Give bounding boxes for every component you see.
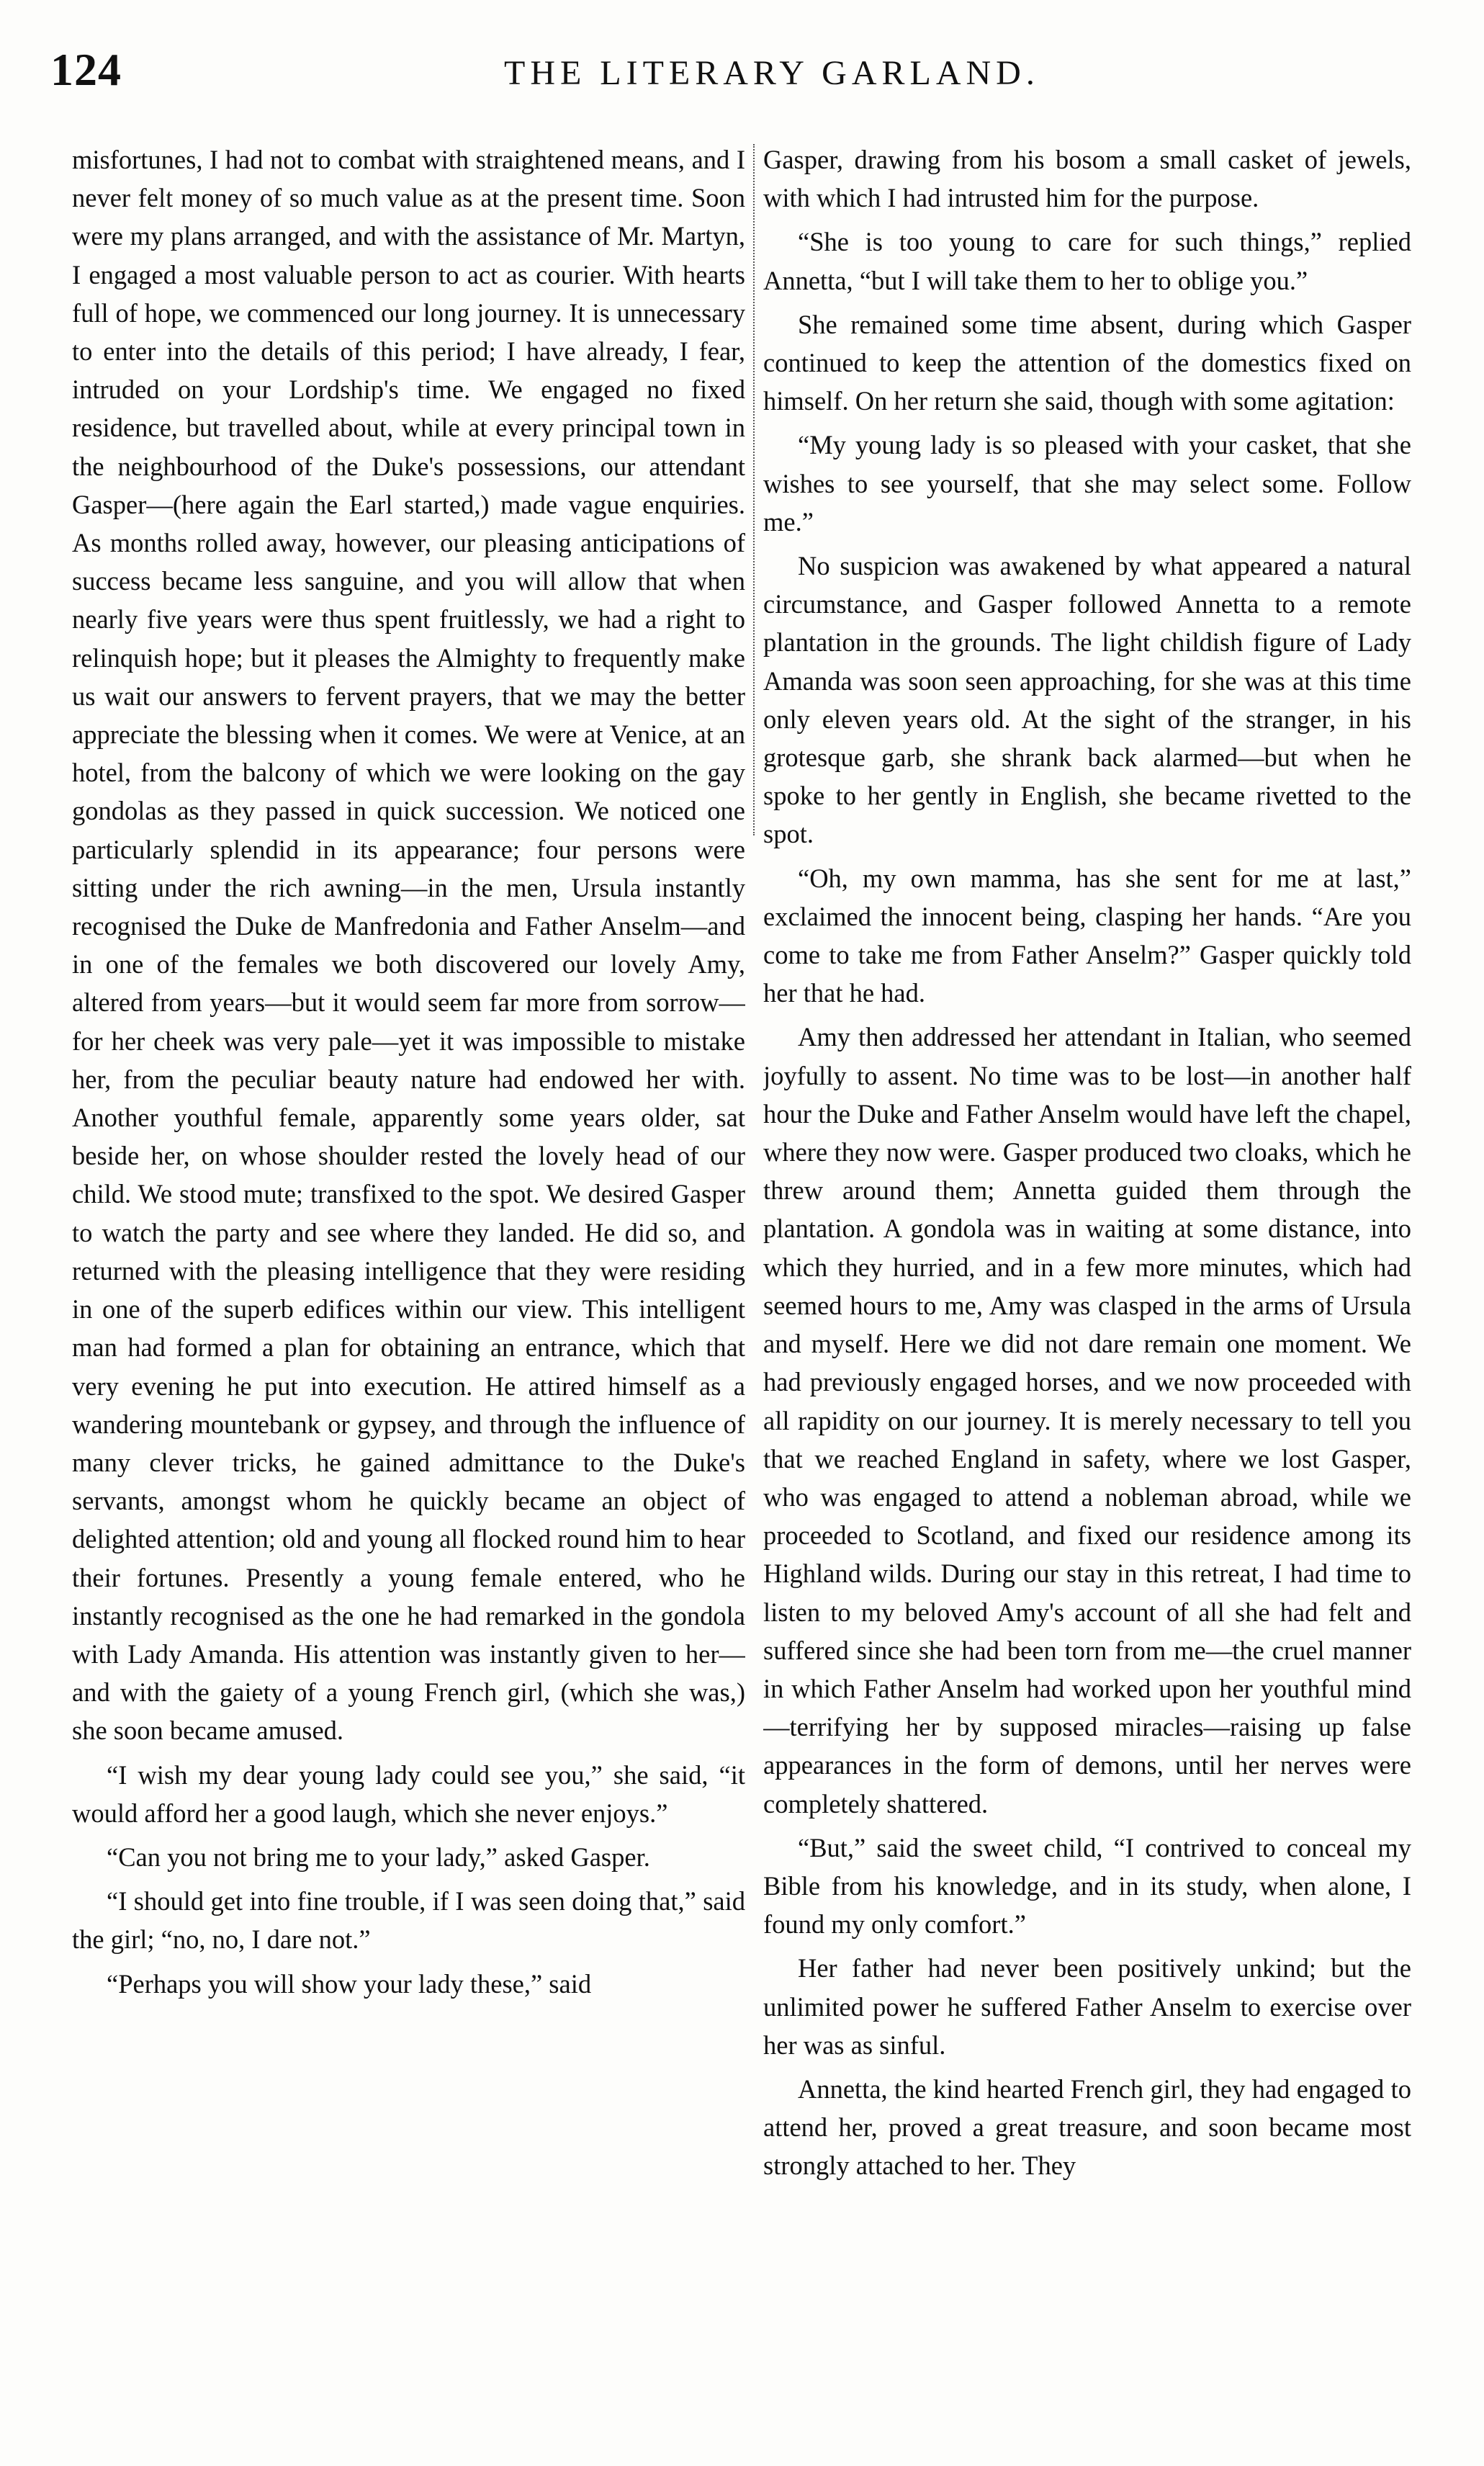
paragraph: Annetta, the kind hearted French girl, they had engaged to attend her, proved a great treasure, and soon became most strongly attached to her. They xyxy=(763,2073,1411,2181)
paragraph: No suspicion was awakened by what appeared a natural circumstance, and Gasper followed Annetta to a remote plantation in the grounds. The light childish figure of Lady Amanda was soon seen approaching, for she was at this time only eleven years old. At the sight of the stranger, in his grotesque garb, she shrank back alarmed—but when he spoke to her gently in English, she became rivetted to the spot. xyxy=(763,551,1411,849)
paragraph: Amy then addressed her attendant in Italian, who seemed joyfully to assent. No time was to be lost—in another half hour the Duke and Father Anselm would have left the chapel, where they now were. Gasper produced two cloaks, which he threw around them; Annetta guided them through the plantation. A gondola was in waiting at some distance, into which they hurried, and in a few more minutes, which had seemed hours to me, Amy was clasped in the arms of Ursula and myself. Here we did not dare remain one moment. We had previously engaged horses, and we now proceeded with all rapidity on our journey. It is merely necessary to tell you that we reached England in safety, where we lost Gasper, who was engaged to attend a nobleman abroad, while we proceeded to Scotland, and fixed our residence among its Highland wilds. During our stay in this retreat, I had time to listen to my beloved Amy's account of all she had felt and suffered since she had been torn from me—the cruel manner in which Father Anselm had worked upon her youthful mind—terrifying her by supposed miracles—raising up false appearances in the form of demons, until her nerves were completely shattered. xyxy=(763,1022,1411,1819)
column-divider xyxy=(753,144,755,835)
paragraph: “I wish my dear young lady could see you,” she said, “it would afford her a good laugh, which she never enjoys.” xyxy=(72,1759,745,1828)
paragraph: misfortunes, I had not to combat with straightened means, and I never felt money of so much value as at the present time. Soon were my plans arranged, and with the assistance of Mr. Martyn, I engaged a most valuable person to act as courier. With hearts full of hope, we commenced our long journey. It is unnecessary to enter into the details of this period; I have already, I fear, intruded on your Lordship's time. We engaged no fixed residence, but travelled about, while at every principal town in the neighbourhood of the Duke's possessions, our attendant Gasper—(here again the Earl started,) made vague enquiries. As months rolled away, however, our pleasing anticipations of success became less sanguine, and you will allow that when nearly five years were thus spent fruitlessly, we had a right to relinquish hope; but it pleases the Almighty to frequently make us wait our answers to fervent prayers, that we may the better appreciate the blessing when it comes. We were at Venice, at an hotel, from the balcony of which we were looking on the gay gondolas as they passed in quick succession. We noticed one particularly splendid in its appearance; four persons were sitting under the rich awning—in the men, Ursula instantly recognised the Duke de Manfredonia and Father Anselm—and in one of the females we both discovered our lovely Amy, altered from years—but it would seem far more from sorrow—for her cheek was very pale—yet it was impossible to mistake her, from the peculiar beauty nature had endowed her with. Another youthful female, apparently some years older, sat beside her, on whose shoulder rested the lovely head of our child. We stood mute; transfixed to the spot. We desired Gasper to watch the party and see where they landed. He did so, and returned with the pleasing intelligence that they were residing in one of the superb edifices within our view. This intelligent man had formed a plan for obtaining an entrance, which that very evening he put into execution. He attired himself as a wandering mountebank or gypsey, and through the influence of many clever tricks, he gained admittance to the Duke's servants, amongst whom he quickly became an object of delighted attention; old and young all flocked round him to hear their fortunes. Presently a young female entered, who he instantly recognised as the one he had remarked in the gondola with Lady Amanda. His attention was instantly given to her—and with the gaiety of a young French girl, (which she was,) she soon became amused. xyxy=(72,145,745,1746)
paragraph: “She is too young to care for such things,” replied Annetta, “but I will take them to her to oblige you.” xyxy=(763,227,1411,295)
paragraph: Her father had never been positively unkind; but the unlimited power he suffered Father Anselm to exercise over her was as sinful. xyxy=(763,1953,1411,2060)
paragraph: “My young lady is so pleased with your casket, that she wishes to see yourself, that she may select some. Follow me.” xyxy=(763,430,1411,537)
paragraph: “Oh, my own mamma, has she sent for me at last,” exclaimed the innocent being, clasping her hands. “Are you come to take me from Father Anselm?” Gasper quickly told her that he had. xyxy=(763,863,1411,1008)
paragraph: “Perhaps you will show your lady these,” said xyxy=(107,1968,592,1999)
left-column xyxy=(72,140,745,2452)
paragraph: Gasper, drawing from his bosom a small casket of jewels, with which I had intrusted him for the purpose. xyxy=(763,145,1411,213)
paragraph: “I should get into fine trouble, if I was seen doing that,” said the girl; “no, no, I dare not.” xyxy=(72,1886,745,1955)
right-column xyxy=(763,140,1411,2452)
paragraph: “Can you not bring me to your lady,” asked Gasper. xyxy=(107,1842,650,1872)
paragraph: “But,” said the sweet child, “I contrived to conceal my Bible from his knowledge, and in its study, when alone, I found my only comfort.” xyxy=(763,1832,1411,1940)
page-number: 124 xyxy=(50,44,122,95)
journal-title: THE LITERARY GARLAND. xyxy=(504,54,1040,92)
running-head xyxy=(43,43,1454,108)
paragraph: She remained some time absent, during which Gasper continued to keep the attention of the domestics fixed on himself. On her return she said, though with some agitation: xyxy=(763,309,1411,416)
